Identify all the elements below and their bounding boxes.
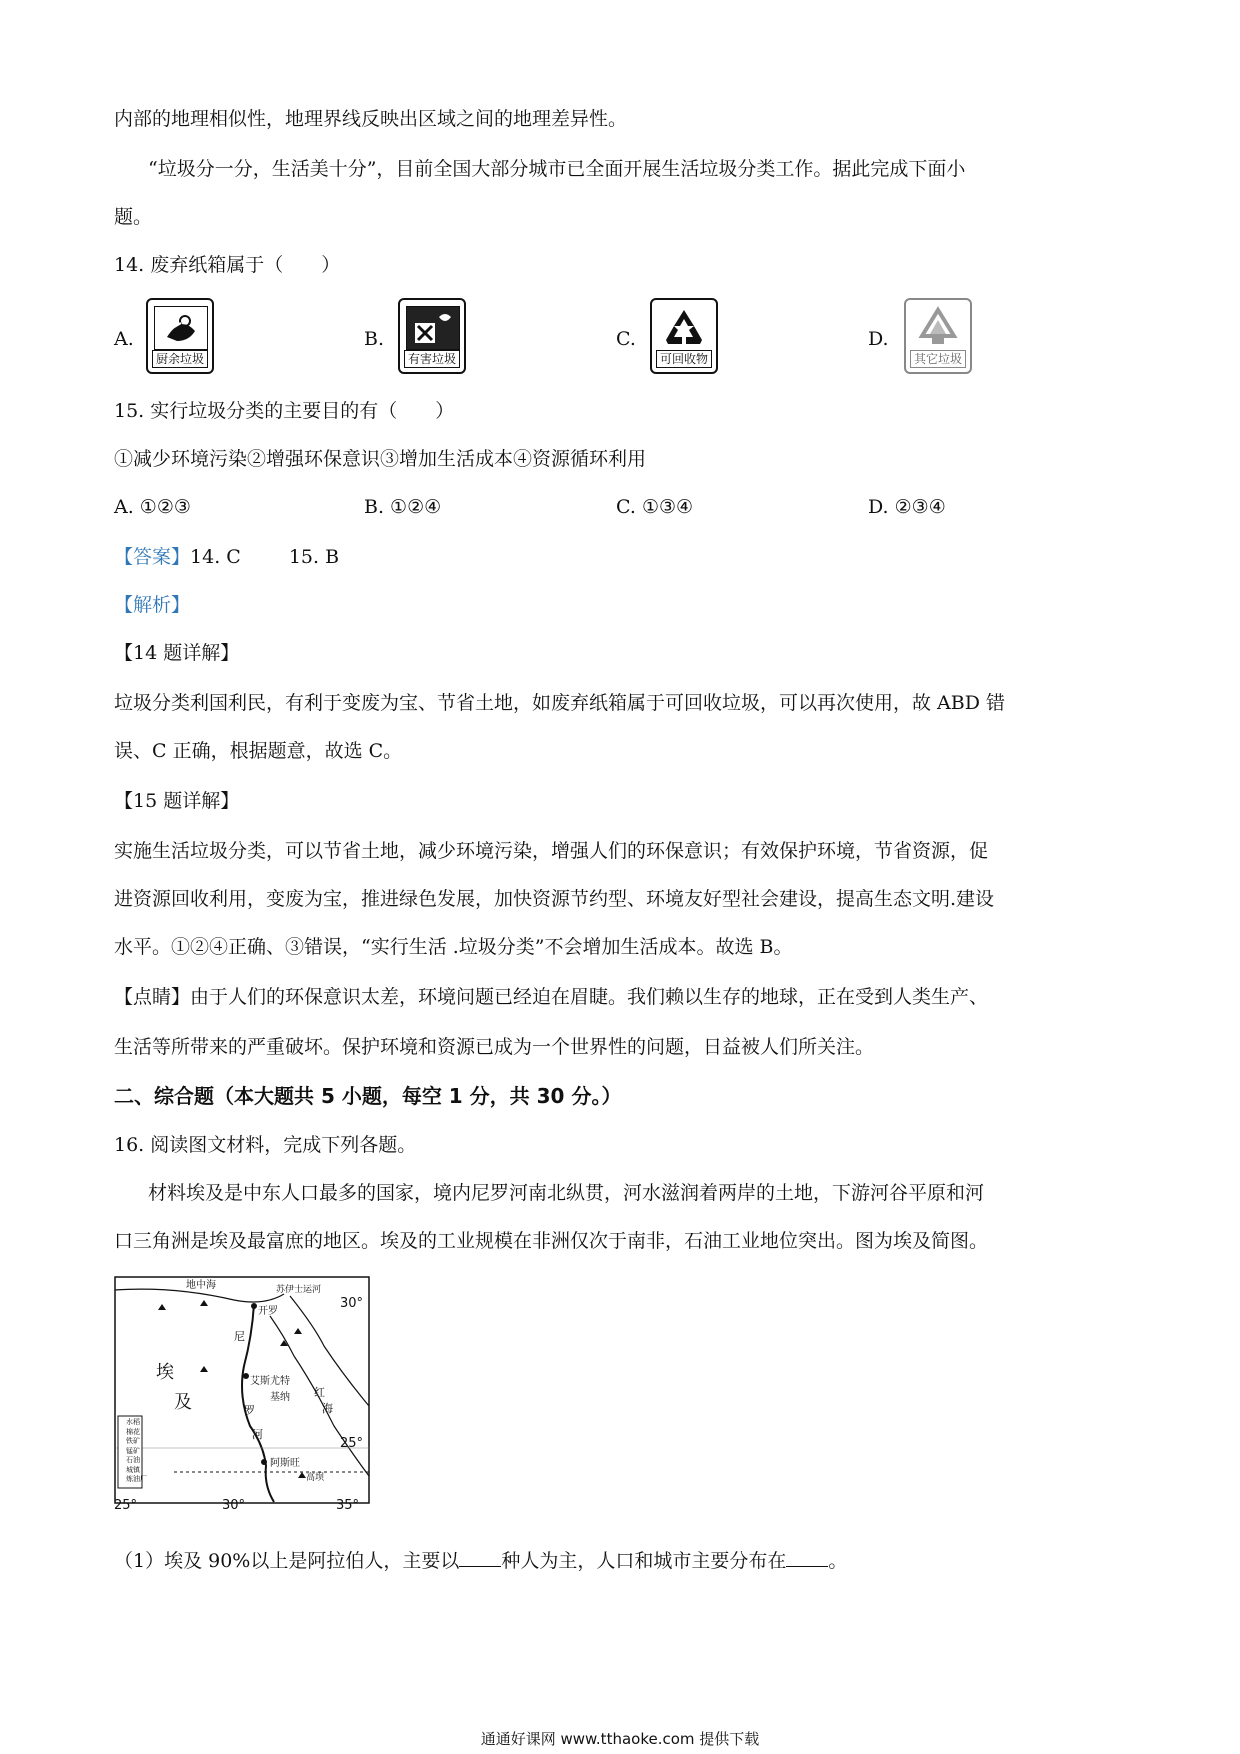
option-letter: C. <box>616 328 636 350</box>
page-footer: 通通好课网 www.tthaoke.com 提供下载 <box>480 1730 760 1748</box>
sub1-text-b: 种人为主，人口和城市主要分布在 <box>501 1550 787 1572</box>
map-label-cairo: 开罗 <box>258 1306 278 1317</box>
answer-tag: 【答案】 <box>114 546 191 568</box>
icon-label: 厨余垃圾 <box>152 350 208 368</box>
q14-option-d <box>868 330 889 349</box>
option-letter: D. <box>868 328 889 350</box>
answer-15: 15. B <box>288 546 340 568</box>
map-label-country-1: 埃 <box>156 1362 174 1383</box>
analysis-tag: 【解析】 <box>114 594 191 616</box>
option-letter: A. <box>114 328 134 350</box>
question-16-stem: 16. 阅读图文材料，完成下列各题。 <box>114 1134 417 1156</box>
legend-item: 水稻 <box>126 1418 140 1426</box>
food-waste-icon <box>146 298 214 374</box>
icon-label: 有害垃圾 <box>404 350 460 368</box>
legend-item: 石油 <box>126 1456 140 1464</box>
map-legend <box>126 1418 147 1485</box>
question-16-sub-1 <box>114 1552 847 1571</box>
sub1-text-a: （1）埃及 90%以上是阿拉伯人，主要以 <box>114 1550 460 1572</box>
q14-option-b <box>364 330 384 349</box>
material-line-2: 口三角洲是埃及最富庶的地区。埃及的工业规模在非洲仅次于南非，石油工业地位突出。图为埃及简图。 <box>114 1230 989 1252</box>
pointing-line-2: 生活等所带来的严重破坏。保护环境和资源已成为一个世界性的问题，日益被人们所关注。 <box>114 1036 875 1058</box>
q15-option-b: B. ①②④ <box>364 496 442 518</box>
intro-line-1: “垃圾分一分，生活美十分”，目前全国大部分城市已全面开展生活垃圾分类工作。据此完成下面小 <box>148 158 966 180</box>
map-label-dam: 高坝 <box>306 1473 325 1483</box>
q14-option-a <box>114 330 134 349</box>
icon-label: 可回收物 <box>656 350 712 368</box>
map-label-sea: 地中海 <box>186 1280 216 1291</box>
answer-line <box>114 548 339 567</box>
detail-14-line-2: 误、C 正确，根据题意，故选 C。 <box>114 740 403 762</box>
q15-option-c: C. ①③④ <box>616 496 694 518</box>
other-waste-icon <box>904 298 972 374</box>
question-14-stem: 14. 废弃纸箱属于（ ） <box>114 254 341 276</box>
sub1-text-c: 。 <box>828 1550 848 1572</box>
map-label-aswan: 阿斯旺 <box>270 1458 300 1469</box>
map-label-redsea-2: 海 <box>322 1402 333 1415</box>
map-lat-25: 25° <box>340 1436 364 1451</box>
map-label-river-3: 河 <box>252 1428 263 1441</box>
intro-line-2: 题。 <box>114 206 153 228</box>
map-label-river-2: 罗 <box>244 1404 255 1417</box>
question-15-stem: 15. 实行垃圾分类的主要目的有（ ） <box>114 400 455 422</box>
answer-blank-2[interactable] <box>786 1552 828 1567</box>
detail-15-line-3: 水平。①②④正确、③错误，“实行生活 .垃圾分类”不会增加生活成本。故选 B。 <box>114 936 793 958</box>
legend-item: 炼油厂 <box>126 1475 147 1483</box>
map-label-river-1: 尼 <box>234 1330 245 1343</box>
paragraph-line: 内部的地理相似性，地理界线反映出区域之间的地理差异性。 <box>114 108 628 130</box>
detail-15-line-2: 进资源回收利用，变废为宝，推进绿色发展，加快资源节约型、环境友好型社会建设，提高生态文明.建设 <box>114 888 995 910</box>
option-letter: B. <box>364 328 385 350</box>
map-label-city-2: 艾斯尤特 <box>250 1376 290 1387</box>
hazardous-waste-icon <box>398 298 466 374</box>
legend-item: 锰矿 <box>126 1446 140 1455</box>
detail-15-line-1: 实施生活垃圾分类，可以节省土地，减少环境污染，增强人们的环保意识；有效保护环境，节省资源，促 <box>114 840 989 862</box>
answer-14: 14. C <box>190 546 241 568</box>
legend-item: 城镇 <box>126 1465 140 1474</box>
q14-option-c <box>616 330 636 349</box>
legend-item: 铁矿 <box>126 1437 140 1445</box>
map-label-qena: 基纳 <box>270 1392 290 1403</box>
icon-label: 其它垃圾 <box>910 350 966 368</box>
detail-14-title: 【14 题详解】 <box>114 642 240 664</box>
section-2-heading: 二、综合题（本大题共 5 小题，每空 1 分，共 30 分。） <box>114 1084 622 1108</box>
map-lon-35: 35° <box>336 1498 360 1513</box>
detail-15-title: 【15 题详解】 <box>114 790 240 812</box>
map-label-redsea-1: 红 <box>314 1386 325 1399</box>
material-line-1: 材料埃及是中东人口最多的国家，境内尼罗河南北纵贯，河水滋润着两岸的土地，下游河谷平原和河 <box>148 1182 985 1204</box>
pointing-line-1: 【点睛】由于人们的环保意识太差，环境问题已经迫在眉睫。我们赖以生存的地球，正在受到人类生产、 <box>114 986 989 1008</box>
map-label-country-2: 及 <box>174 1392 192 1413</box>
map-lon-25: 25° <box>114 1498 138 1513</box>
question-15-statements: ①减少环境污染②增强环保意识③增加生活成本④资源循环利用 <box>114 448 647 470</box>
q15-option-d: D. ②③④ <box>868 496 946 518</box>
map-labels <box>114 1276 370 1512</box>
map-lon-30: 30° <box>222 1498 246 1513</box>
answer-blank-1[interactable] <box>459 1552 501 1567</box>
map-lat-30: 30° <box>340 1296 364 1311</box>
map-label-canal: 苏伊士运河 <box>276 1285 322 1295</box>
recycle-icon <box>650 298 718 374</box>
legend-item: 棉花 <box>126 1427 140 1436</box>
detail-14-line-1: 垃圾分类利国利民，有利于变废为宝、节省土地，如废弃纸箱属于可回收垃圾，可以再次使用，故 ABD 错 <box>114 692 1005 714</box>
q15-option-a: A. ①②③ <box>114 496 191 518</box>
